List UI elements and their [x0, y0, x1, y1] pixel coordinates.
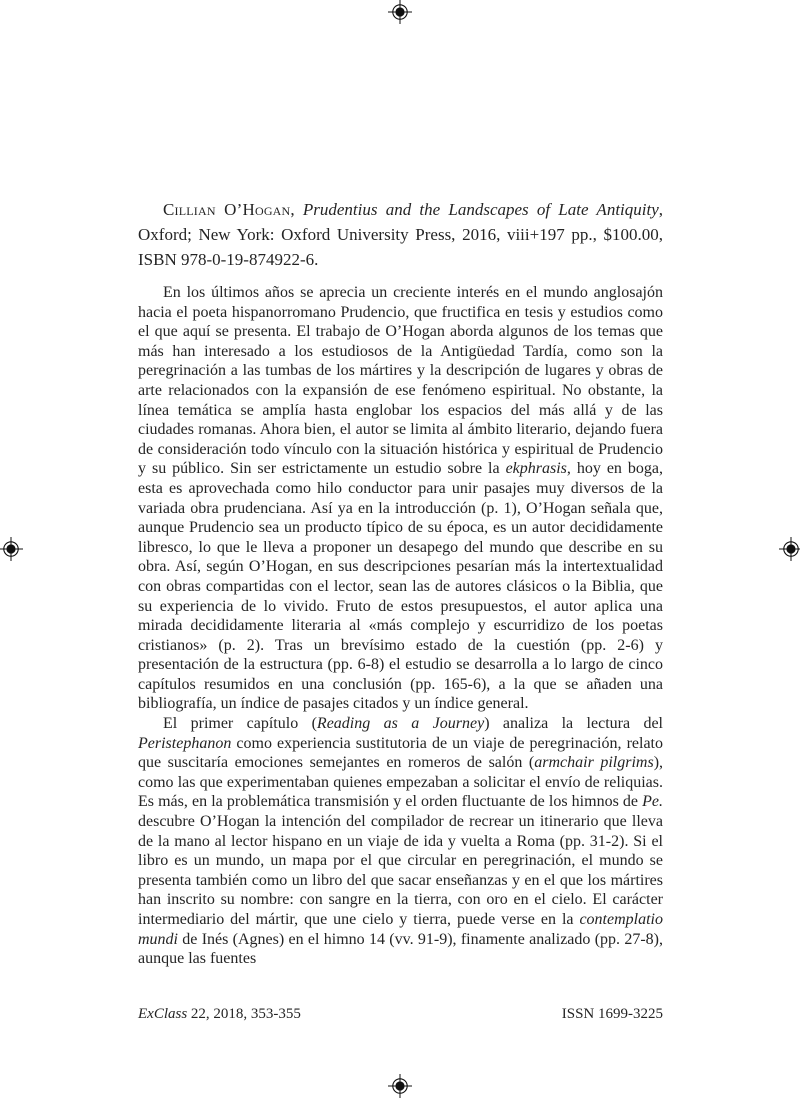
review-paragraph-2: [138, 714, 663, 969]
text-segment: ) analiza la lectura del: [484, 715, 664, 733]
text-segment: ExClass: [138, 1006, 188, 1022]
text-segment: de Inés (Agnes) en el himno 14 (vv. 91-9), finamente analizado (pp. 27-8), aunque las fuentes: [138, 930, 663, 968]
text-segment: Prudentius and the Landscapes of Late Antiquity: [302, 200, 659, 219]
registration-target-icon: [779, 537, 800, 561]
text-segment: armchair pilgrims: [534, 754, 654, 772]
review-paragraph-1: [138, 283, 663, 714]
text-segment: descubre O’Hogan la intención del compilador de recrear un itinerario que lleva de la mano al lector hispano en un viaje de ida y vuelta a Roma (pp. 31-2). Si el libro es un mundo, un mapa por el que circular en peregrinación, el mundo se presenta también como un libro del que sacar enseñanzas y en el que los mártires han inscrito su nombre: con sangre en la tierra, con oro en el cielo. El carácter intermediario del mártir, que une cielo y tierra, puede verse en la: [138, 813, 663, 928]
issn-number: ISSN 1699-3225: [561, 1006, 663, 1022]
page-content: [138, 197, 663, 969]
text-segment: En los últimos años se aprecia un creciente interés en el mundo anglosajón hacia el poeta hispanorromano Prudencio, que fructifica en tesis y estudios como el que aquí se presenta. El trabajo de O’Hogan aborda algunos de los temas que más han interesado a los estudiosos de la Antigüedad Tardía, como son la peregrinación a las tumbas de los mártires y la descripción de lugares y obras de arte relacionados con la expansión de ese fenómeno espiritual. No obstante, la línea temática se amplía hasta englobar los espacios del más allá y de las ciudades romanas. Ahora bien, el autor se limita al ámbito literario, dejando fuera de consideración todo vínculo con la situación histórica y espiritual de Prudencio y su público. Sin ser estrictamente un estudio sobre la: [138, 284, 663, 478]
text-segment: Cillian O’Hogan: [163, 200, 291, 219]
text-segment: ), como las que experimentaban quienes empezaban a solicitar el envío de reliquias. Es más, en la problemática transmisión y el orden fluctuante de los himnos de: [138, 754, 664, 811]
text-segment: Reading as a Journey: [316, 715, 485, 733]
text-segment: ekphrasis: [505, 460, 567, 478]
text-segment: El primer capítulo (: [163, 715, 317, 733]
text-segment: , hoy en boga, esta es aprovechada como hilo conductor para unir pasajes muy diversos de la variada obra prudenciana. Así ya en la introducción (p. 1), O’Hogan señala que, aunque Prudencio sea un producto típico de su época, es un autor decididamente libresco, lo que le lleva a proponer un desapego del mundo que describe en su obra. Así, según O’Hogan, en sus descripciones pesarían más la intertextualidad con obras compartidas con el lector, sean las de autores clásicos o la Biblia, que su experiencia de lo vivido. Fruto de estos presupuestos, el autor aplica una mirada decididamente literaria al «más complejo y escurridizo de los poetas cristianos» (p. 2). Tras un brevísimo estado de la cuestión (pp. 2-6) y presentación de la estructura (pp. 6-8) el estudio se desarrolla a lo largo de cinco capítulos resumidos en una conclusión (pp. 165-6), a la que se añaden una bibliografía, un índice de pasajes citados y un índice general.: [138, 460, 664, 713]
page-footer: [138, 1004, 663, 1024]
registration-target-icon: [388, 1074, 412, 1098]
text-segment: Pe.: [642, 793, 663, 811]
registration-target-icon: [388, 0, 412, 24]
text-segment: 22, 2018, 353-355: [187, 1006, 301, 1022]
review-citation-heading: [138, 197, 663, 272]
text-segment: , Oxford; New York: Oxford University Press, 2016, viii+197 pp., $100.00, ISBN 978-0-19-874922-6.: [138, 200, 664, 269]
journal-reference: [138, 1004, 301, 1024]
text-segment: Peristephanon: [138, 734, 232, 752]
registration-target-icon: [0, 537, 23, 561]
text-segment: contemplatio mundi: [138, 911, 663, 948]
text-segment: ,: [290, 200, 303, 219]
text-segment: como experiencia sustitutoria de un viaje de peregrinación, relato que suscitaría emociones semejantes en romeros de salón (: [138, 734, 663, 772]
